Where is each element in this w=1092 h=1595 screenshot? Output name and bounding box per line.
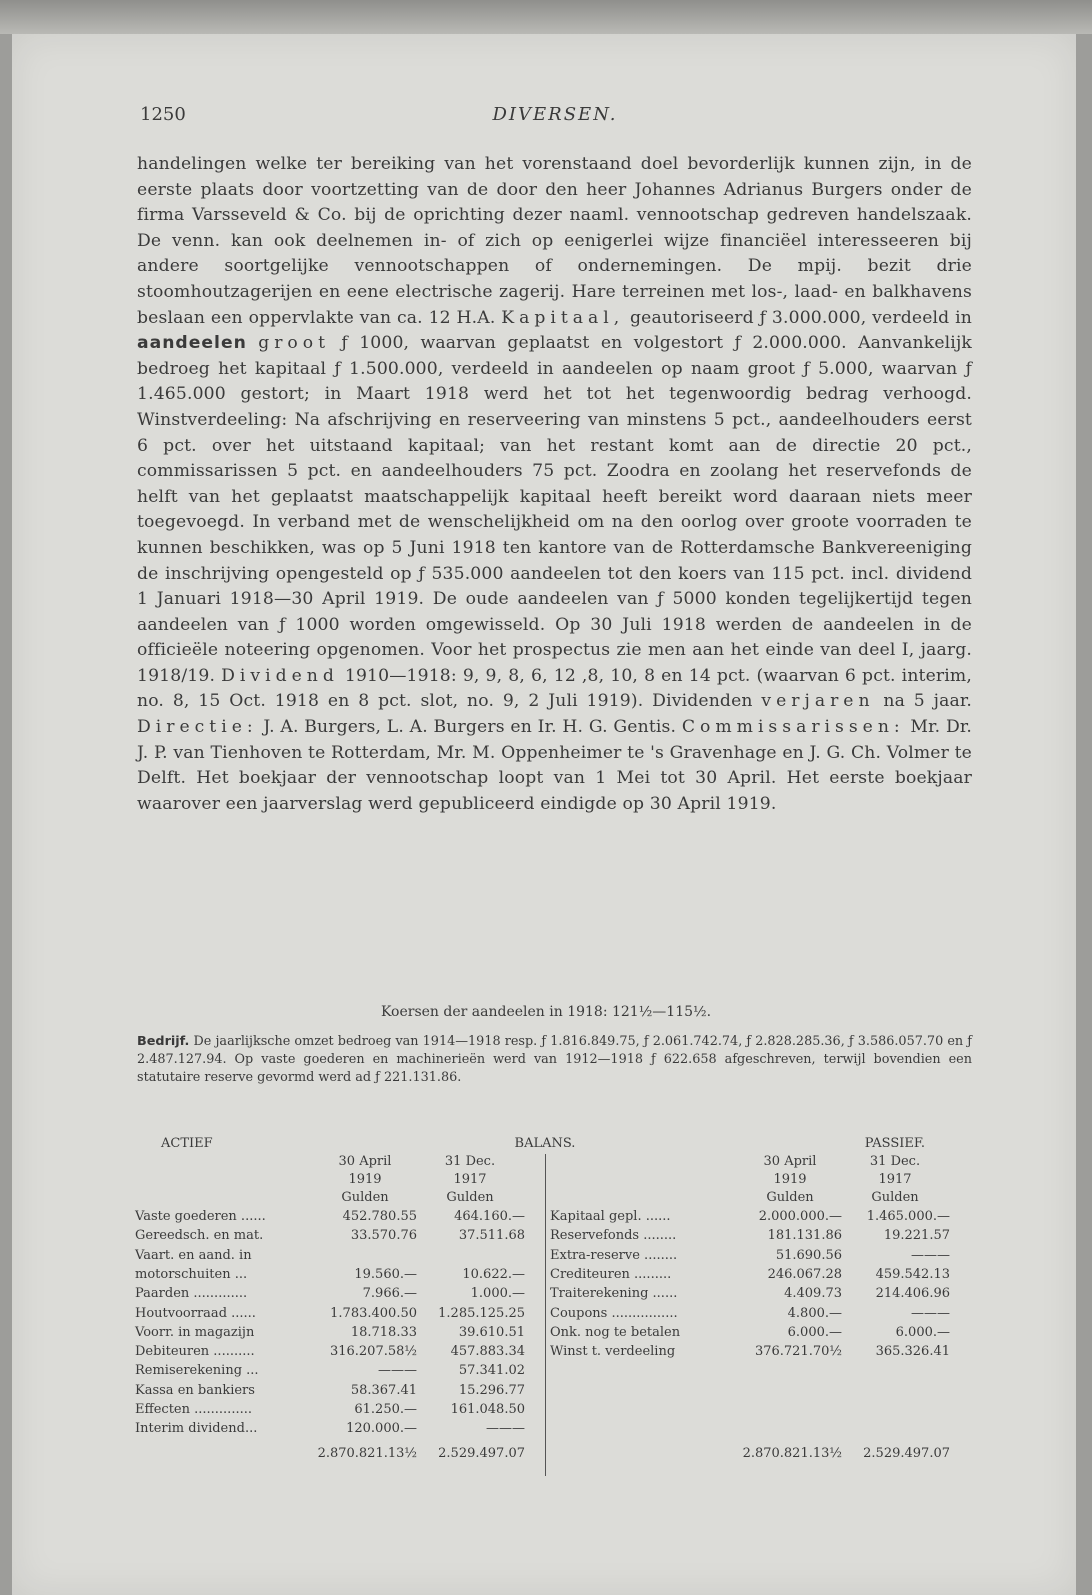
passief-row-value-1917: 459.542.13 — [875, 1266, 950, 1282]
bedrijf-label: Bedrijf. — [137, 1034, 190, 1049]
actief-row-label: Debiteuren .......... — [135, 1344, 255, 1360]
passief-row-value-1917: 214.406.96 — [875, 1286, 950, 1302]
actief-row-label: Kassa en bankiers — [135, 1382, 255, 1398]
passief-row-value-1919: 246.067.28 — [767, 1266, 842, 1282]
passief-row-value-1919: 4.800.— — [787, 1305, 842, 1321]
passief-row-value-1919: 181.131.86 — [767, 1228, 842, 1244]
spaced-term-commissarissen: Commissarissen: — [681, 717, 905, 738]
actief-col1-line3: Gulden — [341, 1190, 389, 1205]
company-description-paragraph — [137, 152, 972, 817]
text-segment: Mr. Dr. J. P. van Tienhoven te Rotterdam, Mr. M. Oppenheimer te 's Gravenhage en J. G. Ch. Volmer te Delft. Het boekjaar der vennootschap loopt van 1 Mei tot 30 April. Het eerste boekjaar waarover een jaarverslag werd gepubliceerd eindigde op 30 April 1919. — [137, 717, 972, 814]
passief-heading: PASSIEF. — [864, 1136, 925, 1151]
passief-row-value-1919: 4.409.73 — [784, 1286, 842, 1302]
page-number: 1250 — [140, 104, 186, 125]
actief-row-value-1919: 61.250.— — [354, 1402, 417, 1417]
running-title: DIVERSEN. — [492, 104, 618, 125]
balance-sheet — [135, 1136, 975, 1476]
share-price-line: Koersen der aandeelen in 1918: 121½—115½. — [380, 1004, 712, 1020]
actief-row-label: Remiserekening ... — [135, 1363, 259, 1379]
passief-row-value-1919: 376.721.70½ — [754, 1344, 842, 1360]
passief-col2-line1: 31 Dec. — [869, 1154, 921, 1169]
passief-row-value-1917: 1.465.000.— — [866, 1209, 950, 1224]
actief-row-value-1917: 39.610.51 — [458, 1324, 525, 1340]
actief-row-value-1917: 10.622.— — [462, 1266, 525, 1282]
actief-col2-line2: 1917 — [453, 1172, 487, 1187]
spaced-term-kapitaal: Kapitaal, — [501, 307, 625, 328]
actief-row-value-1919: 19.560.— — [354, 1266, 417, 1282]
passief-row-value-1917: ——— — [911, 1305, 950, 1321]
actief-row-label: Voorr. in magazijn — [135, 1324, 255, 1340]
actief-row-value-1919: 452.780.55 — [342, 1209, 417, 1224]
actief-row-value-1919: ——— — [378, 1363, 417, 1379]
passief-row-value-1919: 51.690.56 — [775, 1247, 842, 1263]
passief-row-value-1917: 19.221.57 — [883, 1228, 950, 1244]
passief-row-value-1919: 6.000.— — [787, 1324, 842, 1340]
actief-row-label: Vaart. en aand. in — [135, 1247, 252, 1263]
passief-row-value-1917: 365.326.41 — [875, 1344, 950, 1360]
actief-row-label: Houtvoorraad ...... — [135, 1305, 256, 1321]
actief-row-value-1917: 37.511.68 — [458, 1228, 525, 1244]
actief-row-value-1917: 15.296.77 — [458, 1382, 525, 1398]
actief-row-value-1919: 18.718.33 — [350, 1324, 417, 1340]
text-segment: na 5 jaar. — [874, 691, 972, 712]
actief-row-value-1917: 1.285.125.25 — [438, 1305, 525, 1321]
actief-row-label: Interim dividend... — [135, 1421, 258, 1437]
actief-col2-line3: Gulden — [446, 1190, 494, 1205]
actief-total-1919: 2.870.821.13½ — [317, 1446, 417, 1461]
passief-row-label: Coupons ................ — [550, 1305, 678, 1321]
actief-row-label: motorschuiten ... — [135, 1266, 248, 1282]
actief-row-value-1917: 57.341.02 — [458, 1363, 525, 1379]
actief-col1-line2: 1919 — [348, 1172, 382, 1187]
bold-term-aandeelen: aandeelen — [137, 333, 247, 354]
passief-row-label: Crediteuren ......... — [550, 1266, 672, 1282]
passief-total-1919: 2.870.821.13½ — [742, 1446, 842, 1461]
passief-row-label: Extra-reserve ........ — [550, 1247, 678, 1263]
actief-total-1917: 2.529.497.07 — [438, 1446, 525, 1461]
actief-col2-line1: 31 Dec. — [444, 1154, 496, 1169]
passief-row-value-1917: ——— — [911, 1247, 950, 1263]
passief-col2-line2: 1917 — [878, 1172, 912, 1187]
text-segment: ƒ 1000, waarvan geplaatst en volgestort ƒ 2.000.000. Aanvankelijk bedroeg het kapitaal ƒ 1.500.000, verdeeld in aandeelen op naam groot ƒ 5.000, waarvan ƒ 1.465.000 gestort; in Maart 1918 werd het tot het tegenwoordig bedrag verhoogd. Winstverdeeling: Na afschrijving en reserveering van minstens 5 pct., aandeelhouders eerst 6 pct. over het uitstaand kapitaal; van het restant komt aan de directie 20 pct., commissarissen 5 pct. en aandeelhouders 75 pct. Zoodra en zoolang het reservefonds de helft van het geplaatst maatschappelijk kapitaal heeft bereikt word daaraan niets meer toegevoegd. In verband met de wenschelijkheid om na den oorlog over groote voorraden te kunnen beschikken, was op 5 Juni 1918 ten kantore van de Rotterdamsche Bankvereeniging de inschrijving opengesteld op ƒ 535.000 aandeelen tot den koers van 115 pct. incl. dividend 1 Januari 1918—30 April 1919. De oude aandeelen van ƒ 5000 konden tegelijkertijd tegen aandeelen van ƒ 1000 worden omgewisseld. Op 30 Juli 1918 werden de aandeelen in de officieële noteering opgenomen. Voor het prospectus zie men aan het einde van deel I, jaarg. 1918/19. — [137, 333, 972, 686]
scan-top-band — [0, 0, 1092, 34]
passief-row-label: Onk. nog te betalen — [550, 1324, 681, 1340]
spaced-term-groot: groot — [258, 333, 331, 354]
passief-col2-line3: Gulden — [871, 1190, 919, 1205]
passief-row-label: Traiterekening ...... — [550, 1286, 678, 1302]
text-segment: geautoriseerd ƒ 3.000.000, verdeeld in — [624, 307, 972, 328]
bedrijf-paragraph — [137, 1033, 972, 1087]
passief-col1-line1: 30 April — [763, 1154, 817, 1169]
bedrijf-text: De jaarlijksche omzet bedroeg van 1914—1918 resp. ƒ 1.816.849.75, ƒ 2.061.742.74, ƒ 2.828.285.36, ƒ 3.586.057.70 en ƒ 2.487.127.94. Op vaste goederen en machinerieën werd van 1912—1918 ƒ 622.658 afgeschreven, terwijl bovendien een statutaire reserve gevormd werd ad ƒ 221.131.86. — [137, 1034, 972, 1085]
actief-row-value-1919: 316.207.58½ — [329, 1344, 417, 1360]
actief-row-value-1917: 457.883.34 — [450, 1344, 525, 1360]
actief-col1-line1: 30 April — [338, 1154, 392, 1169]
passief-row-label: Reservefonds ........ — [550, 1228, 677, 1244]
spaced-term-directie: Directie: — [137, 717, 258, 738]
passief-row-label: Winst t. verdeeling — [550, 1344, 676, 1360]
actief-row-value-1917: ——— — [486, 1421, 525, 1437]
actief-row-label: Paarden ............. — [135, 1286, 248, 1302]
actief-row-label: Vaste goederen ...... — [135, 1209, 266, 1224]
balance-divider — [545, 1154, 546, 1476]
text-segment: J. A. Burgers, L. A. Burgers en Ir. H. G. Gentis. — [257, 717, 682, 738]
actief-row-value-1919: 33.570.76 — [350, 1228, 417, 1244]
text-segment: 1910—1918: 9, 9, 8, 6, 12 ,8, 10, 8 en 14 pct. (waarvan 6 pct. interim, no. 8, 15 Oct. 1918 en 8 pct. slot, no. 9, 2 Juli 1919). Dividenden — [137, 665, 972, 712]
actief-row-value-1919: 7.966.— — [362, 1286, 417, 1302]
spaced-term-dividend: Dividend — [221, 665, 339, 686]
passief-col1-line2: 1919 — [773, 1172, 807, 1187]
passief-total-1917: 2.529.497.07 — [863, 1446, 950, 1461]
actief-row-value-1919: 1.783.400.50 — [330, 1305, 417, 1321]
actief-heading: ACTIEF — [161, 1136, 213, 1151]
passief-col1-line3: Gulden — [766, 1190, 814, 1205]
actief-row-value-1917: 1.000.— — [470, 1286, 525, 1302]
page-header — [140, 98, 970, 128]
spaced-term-verjaren: verjaren — [761, 691, 875, 712]
passief-row-value-1919: 2.000.000.— — [758, 1209, 842, 1224]
text-segment: handelingen welke ter bereiking van het vorenstaand doel bevorderlijk kunnen zijn, in de eerste plaats door voortzetting van de door den heer Johannes Adrianus Burgers onder de firma Varsseveld & Co. bij de oprichting dezer naaml. vennootschap gedreven handelszaak. De venn. kan ook deelnemen in- of zich op eenigerlei wijze financiëel interesseeren bij andere soortgelijke vennootschappen of ondernemingen. De mpij. bezit drie stoomhoutzagerijen en eene electrische zagerij. Hare terreinen met los-, laad- en balkhavens beslaan een oppervlakte van ca. 12 H.A. — [137, 154, 972, 328]
actief-row-value-1919: 120.000.— — [346, 1421, 417, 1437]
actief-row-label: Effecten .............. — [135, 1402, 252, 1417]
passief-row-value-1917: 6.000.— — [895, 1324, 950, 1340]
actief-row-value-1919: 58.367.41 — [350, 1382, 417, 1398]
balans-title: BALANS. — [514, 1136, 576, 1151]
passief-row-label: Kapitaal gepl. ...... — [550, 1209, 671, 1224]
actief-row-value-1917: 464.160.— — [454, 1209, 525, 1224]
actief-row-value-1917: 161.048.50 — [450, 1402, 525, 1417]
actief-row-label: Gereedsch. en mat. — [135, 1228, 264, 1244]
